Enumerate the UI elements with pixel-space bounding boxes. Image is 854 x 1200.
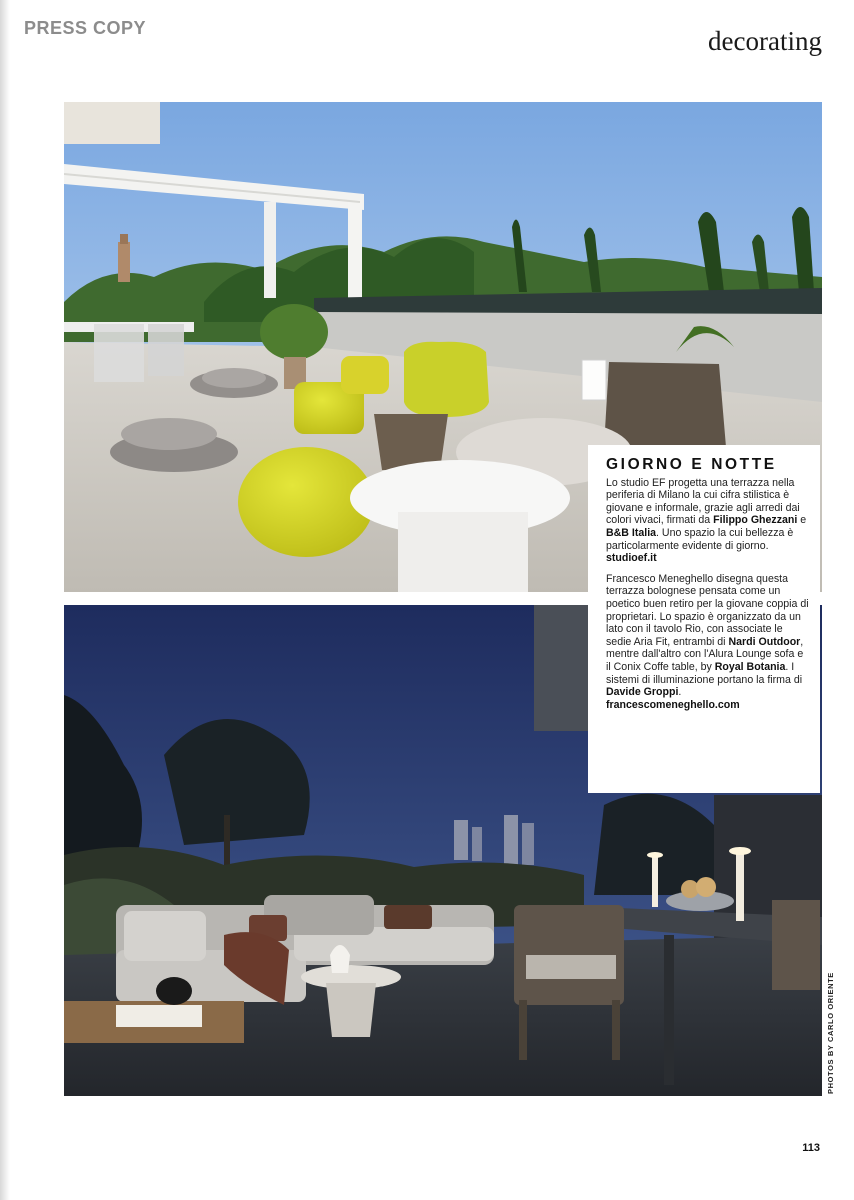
night-text-2: , mentre dall'altro con l'Alura Lounge sofa e il Conix Coffe table, by: [606, 635, 804, 673]
press-copy-watermark: PRESS COPY: [24, 18, 147, 38]
night-brand-1: Nardi Outdoor: [728, 635, 801, 648]
day-brand: B&B Italia: [606, 526, 657, 539]
night-brand-2: Royal Botania: [714, 660, 786, 673]
day-text-2: e: [797, 514, 807, 527]
night-text-1: Francesco Meneghello disegna questa terrazza bolognese pensata come un poetico buen retiro per la giovane coppia di proprietari. Lo spazio è organizzato da un lato con il tavolo Rio, con associate le sedie Aria Fit, entrambi di: [606, 572, 809, 648]
page-number: 113: [802, 1142, 820, 1154]
night-text-3: . I sistemi di illuminazione portano la firma di: [606, 660, 803, 686]
day-paragraph: [606, 477, 810, 565]
article-title: GIORNO E NOTTE: [606, 456, 777, 473]
night-designer: Davide Groppi: [606, 686, 679, 699]
night-url: francescomeneghello.com: [606, 698, 740, 711]
page-spine-shadow: [0, 0, 10, 1200]
day-designer: Filippo Ghezzani: [713, 514, 798, 527]
day-text-1: Lo studio EF progetta una terrazza nella periferia di Milano la cui cifra stilistica è giovane e informale, grazie agli arredi dai colori vivaci, firmati da: [606, 476, 800, 527]
day-text-3: . Uno spazio la cui bellezza è particolarmente evidente di giorno.: [606, 526, 794, 552]
article-text-box: [588, 445, 820, 793]
section-title: decorating: [708, 26, 822, 56]
night-text-4: .: [678, 686, 682, 699]
night-paragraph: [606, 573, 810, 712]
photo-credit: PHOTOS BY CARLO ORIENTE: [826, 972, 835, 1094]
day-url: studioef.it: [606, 552, 657, 565]
